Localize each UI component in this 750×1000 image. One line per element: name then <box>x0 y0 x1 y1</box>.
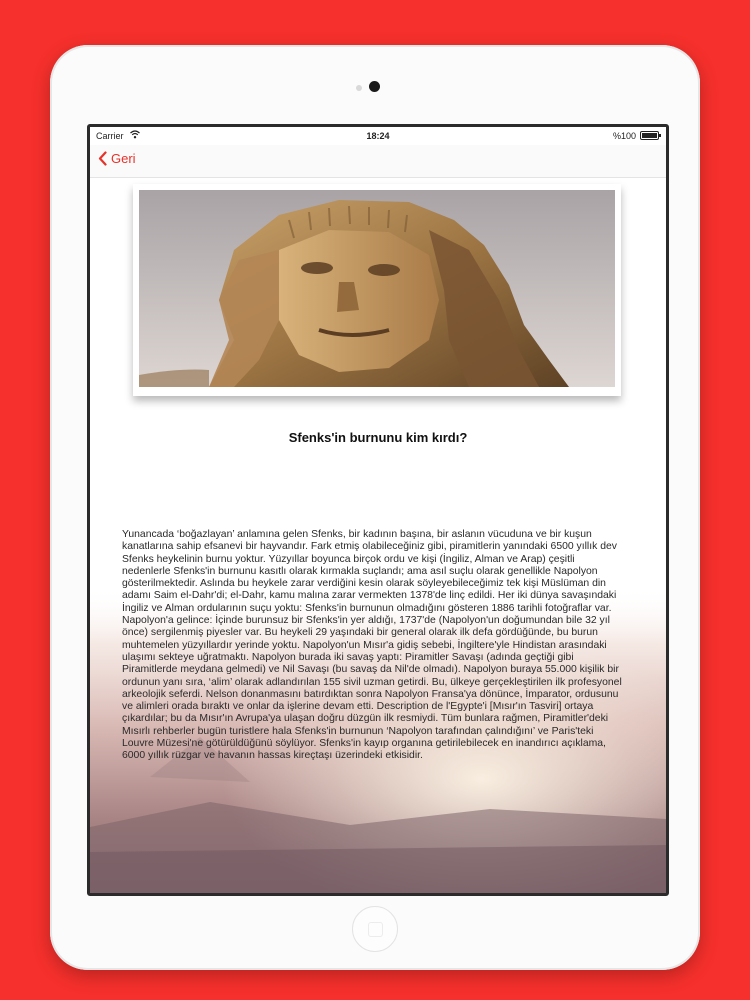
home-button[interactable] <box>352 906 398 952</box>
photo-frame <box>133 184 621 396</box>
carrier-label: Carrier <box>96 131 124 141</box>
chevron-left-icon <box>98 151 107 166</box>
app-screen <box>87 124 669 896</box>
device-camera <box>369 81 380 92</box>
device-sensor <box>356 85 362 91</box>
clock: 18:24 <box>366 131 390 141</box>
status-bar <box>90 127 666 145</box>
battery-icon <box>640 131 659 140</box>
back-button[interactable] <box>98 151 136 166</box>
battery-percent: %100 <box>612 131 636 141</box>
home-square-icon <box>368 922 383 937</box>
article-title: Sfenks'in burnunu kim kırdı? <box>288 430 468 445</box>
back-label: Geri <box>111 151 136 166</box>
sphinx-photo <box>139 190 615 387</box>
navigation-bar <box>90 145 666 178</box>
article-body: Yunancada ‘boğazlayan’ anlamına gelen Sfenks, bir kadının başına, bir aslanın vücuduna ve bir kuşun kanatlarına sahip efsanevi bir hayvandır. Fark etmiş olabileceğiniz gibi, piramitlerin yanındaki 6500 yıllık dev Sfenks heykelinin burnu yoktur. Yüzyıllar boyunca birçok ordu ve kişi (İngiliz, Alman ve Arap) çeşitli nedenlerle Sfenks'in burnunu kasıtlı olarak kırmakla suçlandı; ama asıl suçlu olarak genellikle Napolyon gösterilmektedir. Aslında bu heykele zarar verdiğini kesin olarak söyleyebileceğimiz tek kişi Müslüman din adamı Saim el-Dahr'di; el-Dahr, kamu malına zarar vermekten 1378'de linç edildi. Her iki dünya savaşındaki İngiliz ve Alman ordularının suçu yoktu: Sfenks'in burnunun olmadığını gösteren 1886 tarihli fotoğraflar var. Napolyon'a gelince: İçinde burunsuz bir Sfenks'in yer aldığı, 1737'de (Napolyon'un doğumundan bile 32 yıl önce) sergilenmiş piyesler var. Bu heykeli 29 yaşındaki bir general olarak ilk defa gördüğünde, bu burun muhtemelen yüzyıllardır yerinde yoktu. Napolyon'un Mısır'a gidiş sebebi, İngiltere'yle Hindistan arasındaki ulaşımı sekteye uğratmaktı. Napolyon burada iki savaş yaptı: Piramitler Savaşı (adında geçtiği gibi Piramitlerde meydana gelmedi) ve Nil Savaşı (bu savaş da Nil'de olmadı). Napolyon buraya 55.000 kişilik bir ordunun yanı sıra, ‘alim’ olarak adlandırılan 155 sivil uzman getirdi. Bu, ülkeye gerçekleştirilen ilk profesyonel arkeolojik seferdi. Nelson donanmasını batırdıktan sonra Napolyon Fransa'ya dönünce, İmparator, ordusunu ve alimleri orada bıraktı ve onlar da işlerine devam etti. Description de l'Egypte'i [Mısır'ın Tasviri] ortaya çıkardılar; bu da Mısır'ın Avrupa'ya ulaşan doğru düzgün ilk resmiydi. Tüm bunlara rağmen, Piramitler'deki Mısırlı rehberler bugün turistlere hala Sfenks'in burnunun ‘Napolyon tarafından çalındığını’ ve Paris'teki Louvre Müzesi'ne götürüldüğünü söylüyor. Sfenks'in kayıp organına getirilebilecek en inandırıcı açıklama, 6000 yıllık rüzgar ve havanın hassas kireçtaşı üzerindeki etkisidir. <box>122 529 622 762</box>
